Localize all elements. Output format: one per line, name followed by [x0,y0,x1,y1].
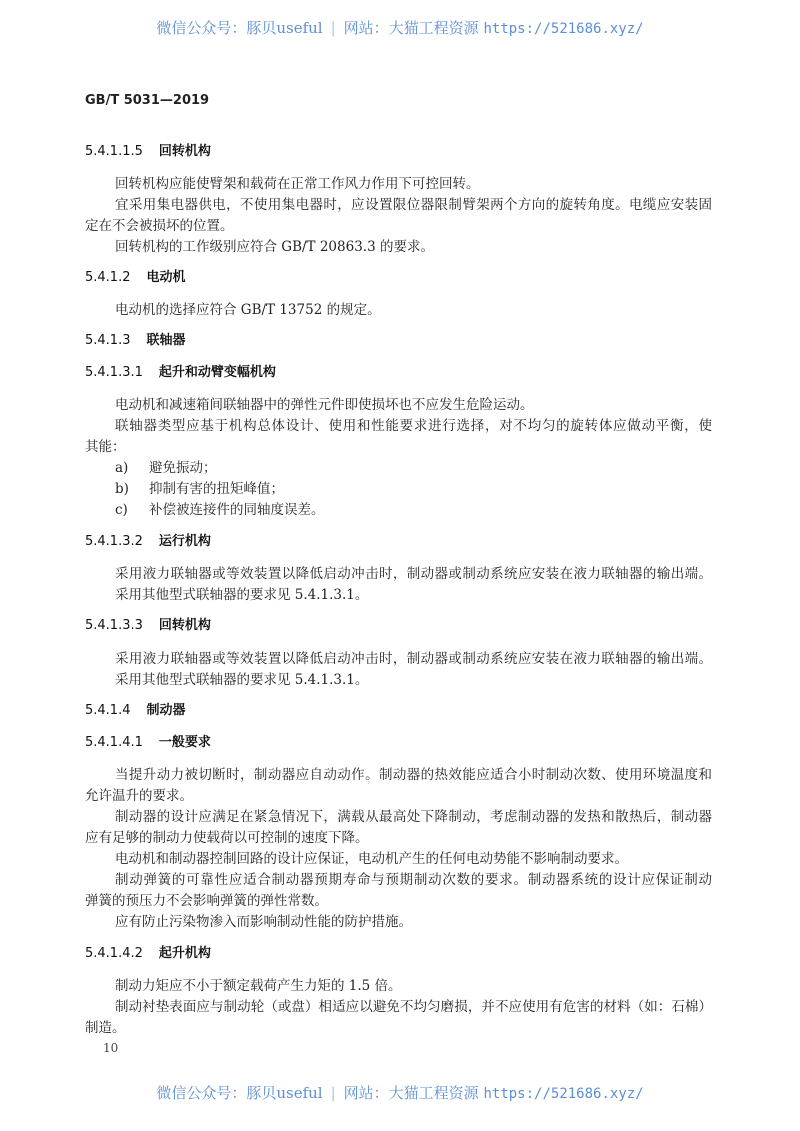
section-heading [85,733,211,753]
paragraph-line: 定在不会被损坏的位置。 [85,218,234,234]
section-title: 一般要求 [158,735,211,750]
section-heading [85,701,186,721]
paragraph-line: 采用液力联轴器或等效装置以降低启动冲击时，制动器或制动系统应安装在液力联轴器的输出端。 [115,651,712,667]
paragraph-line: 制动衬垫表面应与制动轮（或盘）相适应以避免不均匀磨损，并不应使用有危害的材料（如：石棉） [115,999,712,1015]
section-title: 制动器 [146,703,186,718]
watermark-separator: | [330,19,336,37]
paragraph-line: 电动机和减速箱间联轴器中的弹性元件即使损坏也不应发生危险运动。 [115,397,534,413]
paragraph-line: 采用其他型式联轴器的要求见 5.4.1.3.1。 [115,672,369,688]
paragraph-line: 制造。 [85,1020,126,1036]
page-number: 10 [103,1041,119,1055]
list-label: c) [115,502,128,518]
section-number: 5.4.1.3.3 [85,618,143,633]
paragraph-line: 采用液力联轴器或等效装置以降低启动冲击时，制动器或制动系统应安装在液力联轴器的输出端。 [115,566,712,582]
paragraph-line: 制动力矩应不小于额定载荷产生力矩的 1.5 倍。 [115,978,402,994]
section-title: 回转机构 [158,144,211,159]
paragraph-line: 联轴器类型应基于机构总体设计、使用和性能要求进行选择，对不均匀的旋转体应做动平衡，使 [115,418,712,434]
paragraph-line: 允许温升的要求。 [85,788,193,804]
paragraph-line: 宜采用集电器供电，不使用集电器时，应设置限位器限制臂架两个方向的旋转角度。电缆应安装固 [115,197,712,213]
watermark-site: 网站：大猫工程资源 [343,19,479,37]
list-item [115,500,325,520]
paragraph-line: 电动机和制动器控制回路的设计应保证，电动机产生的任何电动势能不影响制动要求。 [115,851,628,867]
section-heading [85,142,211,162]
list-text: 避免振动； [149,460,217,476]
section-title: 起升机构 [158,946,211,961]
watermark-account: 微信公众号：豚贝useful [156,1084,323,1102]
section-heading [85,331,186,351]
section-title: 运行机构 [158,534,211,549]
paragraph-line: 回转机构应能使臂架和载荷在正常工作风力作用下可控回转。 [115,176,480,192]
list-text: 抑制有害的扭矩峰值； [149,481,284,497]
list-label: b) [115,481,129,497]
list-item [115,479,284,499]
watermark-separator: | [330,1084,336,1102]
paragraph-line: 其能： [85,439,126,455]
watermark-site: 网站：大猫工程资源 [343,1084,479,1102]
section-number: 5.4.1.4 [85,703,131,718]
paragraph-line: 应有足够的制动力使载荷以可控制的速度下降。 [85,830,369,846]
section-title: 回转机构 [158,618,211,633]
section-title: 电动机 [146,270,186,285]
list-label: a) [115,460,129,476]
paragraph-line: 制动弹簧的可靠性应适合制动器预期寿命与预期制动次数的要求。制动器系统的设计应保证制动 [115,872,712,888]
section-number: 5.4.1.4.1 [85,735,143,750]
section-title: 起升和动臂变幅机构 [158,365,276,380]
section-heading [85,944,211,964]
list-item [115,458,217,478]
paragraph-line: 当提升动力被切断时，制动器应自动动作。制动器的热效能应适合小时制动次数、使用环境温度和 [115,767,712,783]
paragraph-line: 弹簧的预压力不会影响弹簧的弹性常数。 [85,893,328,909]
standard-number: GB/T 5031—2019 [85,93,210,108]
section-number: 5.4.1.2 [85,270,131,285]
section-heading [85,363,276,383]
section-title: 联轴器 [146,333,186,348]
watermark-url[interactable]: https://521686.xyz/ [483,21,644,37]
watermark-url[interactable]: https://521686.xyz/ [483,1086,644,1102]
section-number: 5.4.1.3 [85,333,131,348]
paragraph-line: 制动器的设计应满足在紧急情况下，满载从最高处下降制动，考虑制动器的发热和散热后，制动器 [115,809,712,825]
paragraph-line: 电动机的选择应符合 GB/T 13752 的规定。 [115,302,381,318]
paragraph-line: 回转机构的工作级别应符合 GB/T 20863.3 的要求。 [115,239,434,255]
section-number: 5.4.1.4.2 [85,946,143,961]
section-number: 5.4.1.1.5 [85,144,143,159]
paragraph-line: 采用其他型式联轴器的要求见 5.4.1.3.1。 [115,587,369,603]
watermark-top [0,17,800,38]
section-number: 5.4.1.3.2 [85,534,143,549]
section-heading [85,616,211,636]
section-heading [85,268,186,288]
list-text: 补偿被连接件的同轴度误差。 [149,502,325,518]
section-number: 5.4.1.3.1 [85,365,143,380]
watermark-bottom [0,1082,800,1103]
watermark-account: 微信公众号：豚贝useful [156,19,323,37]
section-heading [85,532,211,552]
paragraph-line: 应有防止污染物渗入而影响制动性能的防护措施。 [115,914,412,930]
